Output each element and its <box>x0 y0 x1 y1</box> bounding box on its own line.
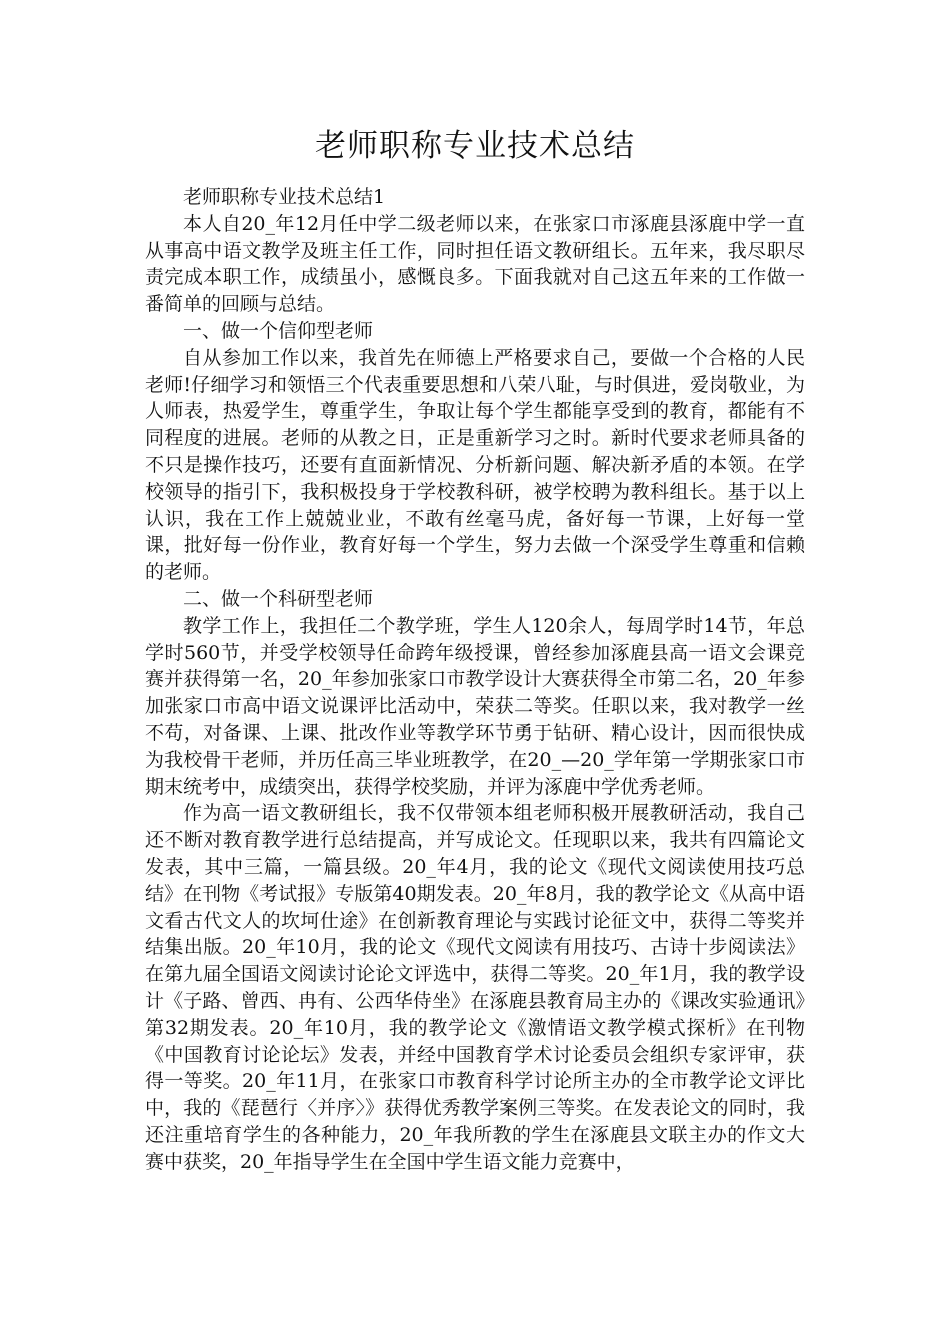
section-heading-research-teacher: 二、做一个科研型老师 <box>183 587 374 610</box>
section-heading-summary-1: 老师职称专业技术总结1 <box>183 186 386 208</box>
section-heading-faith-teacher: 一、做一个信仰型老师 <box>183 319 374 342</box>
faith-teacher-paragraph: 自从参加工作以来，我首先在师德上严格要求自己，要做一个合格的人民老师!仔细学习和领悟三个代表重要思想和八荣八耻，与时俱进，爱岗敬业，为人师表，热爱学生，尊重学生，争取让每个学生都能享受到的教育，都能有不同程度的进展。老师的从教之日，正是重新学习之时。新时代要求老师具备的不只是操作技巧，还要有直面新情况、分析新问题、解决新矛盾的本领。在学校领导的指引下，我积极投身于学校教科研，被学校聘为教科组长。基于以上认识，我在工作上兢兢业业，不敢有丝毫马虎，备好每一节课，上好每一堂课，批好每一份作业，教育好每一个学生，努力去做一个深受学生尊重和信赖的老师。 <box>145 346 805 584</box>
teaching-work-paragraph: 教学工作上，我担任二个教学班，学生人120余人，每周学时14节，年总学时560节，并受学校领导任命跨年级授课，曾经参加涿鹿县高一语文会课竞赛并获得第一名，20_年参加张家口市教学设计大赛获得全市第二名，20_年参加张家口市高中语文说课评比活动中，荣获二等奖。任职以来，我对教学一丝不苟，对备课、上课、批改作业等教学环节勇于钻研、精心设计，因而很快成为我校骨干老师，并历任高三毕业班教学，在20_—20_学年第一学期张家口市期末统考中，成绩突出，获得学校奖励，并评为涿鹿中学优秀老师。 <box>145 614 805 798</box>
document-title: 老师职称专业技术总结 <box>315 128 635 164</box>
research-paragraph: 作为高一语文教研组长，我不仅带领本组老师积极开展教研活动，我自己还不断对教育教学进行总结提高，并写成论文。任现职以来，我共有四篇论文发表，其中三篇，一篇县级。20_年4月，我的论文《现代文阅读使用技巧总结》在刊物《考试报》专版第40期发表。20_年8月，我的教学论文《从高中语文看古代文人的坎坷仕途》在创新教育理论与实践讨论征文中，获得二等奖并结集出版。20_年10月，我的论文《现代文阅读有用技巧、古诗十步阅读法》在第九届全国语文阅读讨论论文评选中，获得二等奖。20_年1月，我的教学设计《子路、曾西、冉有、公西华侍坐》在涿鹿县教育局主办的《课改实验通讯》第32期发表。20_年10月，我的教学论文《激情语文教学模式探析》在刊物《中国教育讨论论坛》发表，并经中国教育学术讨论委员会组织专家评审，获得一等奖。20_年11月，在张家口市教育科学讨论所主办的全市教学论文评比中，我的《琵琶行〈并序〉》获得优秀教学案例三等奖。在发表论文的同时，我还注重培育学生的各种能力，20_年我所教的学生在涿鹿县文联主办的作文大赛中获奖，20_年指导学生在全国中学生语文能力竞赛中， <box>145 802 805 1173</box>
intro-paragraph: 本人自20_年12月任中学二级老师以来，在张家口市涿鹿县涿鹿中学一直从事高中语文教学及班主任工作，同时担任语文教研组长。五年来，我尽职尽责完成本职工作，成绩虽小，感慨良多。下面我就对自己这五年来的工作做一番简单的回顾与总结。 <box>145 212 805 316</box>
document-body <box>145 184 805 1175</box>
